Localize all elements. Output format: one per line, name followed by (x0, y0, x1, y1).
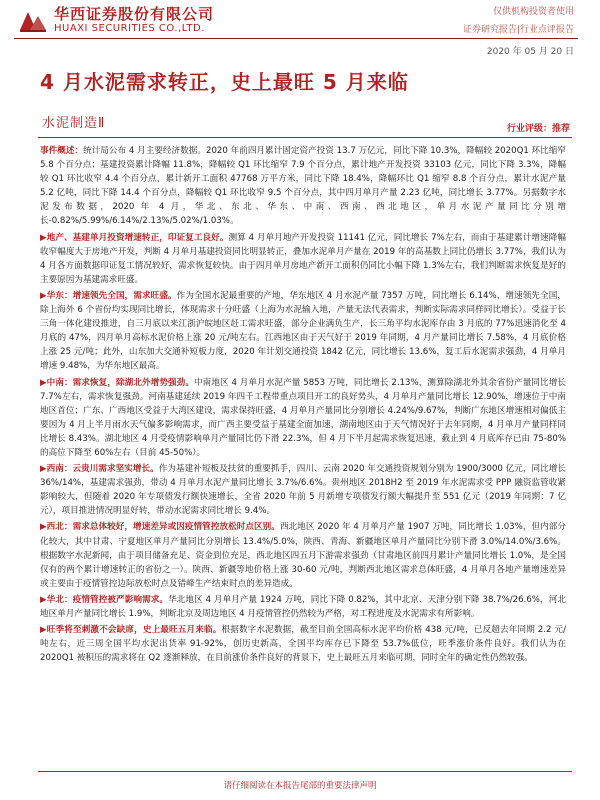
paragraph-lead: ▶西南：云贵川需求坚实增长。 (40, 464, 159, 475)
company-logo (18, 6, 214, 35)
paragraph-text: 统计局公布 4 月主要经济数据。2020 年前四月累计固定资产投资 13.7 万亿元，同比下降 10.3%，降幅较 2020Q1 环比缩窄 5.8 个百分点；基建投资累计降幅 11.8%，降幅较 Q1 环比缩窄 7.9 个百分点，累计地产开发投资 33103 亿元，同比下降 3.3%，降幅较 Q1 环比收窄 4.4 个百分点，累计新开工面积 47768 万平方米，同比下降 18.4%，降幅环比 Q1 缩窄 8.8 个百分点，累计水泥产量 5.2 亿吨，同比下降 14.4 个百分点，降幅较 Q1 环比收窄 9.5 个百分点，其中四月单月产量 2.23 亿吨，同比增长 3.77%。另据数字水泥发布数据，2020 年 4 月，华北、东北、华东、中南、西南、西北地区，单月水泥产量同比分别增长-0.82%/5.99%/6.14%/2.13%/5.02%/1.03%。 (40, 146, 566, 227)
paragraph-investment (40, 231, 566, 287)
industry-name: 水泥制造Ⅱ (42, 116, 106, 131)
report-title: 4 月水泥需求转正，史上最旺 5 月来临 (40, 70, 409, 94)
paragraph-text: 测算 4 月单月地产开发投资 11141 亿元，同比增长 7%左右，而由于基建累计增速降幅收窄幅度大于房地产开发，判断 4 月单月基建投资同比明显转正，叠加水泥单月产量在 2019 年的高基数上同比仍增长 3.77%，我们认为 4 月各方面数据印证复工情况较好，需求恢复较快。由于四月单月房地产新开工面积仍同比小幅下降 1.3%左右，我们判断需求恢复是好的主要原因为基建需求旺盛。 (40, 232, 566, 285)
paragraph-southwest (40, 462, 566, 518)
paragraph-north-china (40, 593, 566, 621)
legal-notice: 请仔细阅读在本报告尾部的重要法律声明 (223, 781, 377, 791)
company-name-cn: 华西证券股份有限公司 (54, 5, 215, 23)
paragraph-east-china (40, 289, 566, 374)
paragraph-text: 根据数字水泥数据，截至目前全国高标水泥平均价格 438 元/吨，已反超去年同期 2.2 元/吨左右，近三周全国平均水泥出货率 91-92%，创历史新高，全国平均库存已下降至 53.7%低位，旺季涨价条件良好。我们认为在 2020Q1 被积压的需求将在 Q2 逐渐释放，在目前涨价条件良好的背景下，史上最旺五月来临可期，同时全年的确定性仍然较强。 (40, 625, 566, 664)
paragraph-text: 作为基建补短板及扶贫的重要抓手，四川、云南 2020 年交通投资规划分别为 1900/3000 亿元，同比增长 36%/14%，基建需求强劲，带动 4 月单月水泥产量同比增长 3.7%/6.6%。贵州地区 2018H2 至 2019 年水泥需求受 PPP 融资监管收紧影响较大，但随着 2020 年专项债发行额快速增长，全省 2020 年前 5 月新增专项债发行额大幅提升至 551 亿元（2019 年同期：7 亿元），项目推进情况明显好转，带动水泥需求同比增长 9.4%。 (40, 464, 566, 517)
paragraph-northwest (40, 520, 566, 590)
paragraph-lead: ▶旺季将至刺激不会缺席，史上最旺五月来临。 (40, 625, 222, 636)
company-name-en: HUAXI SECURITIES CO.,LTD. (54, 23, 205, 34)
paragraph-text: 西北地区 2020 年 4 月单月产量 1907 万吨，同比增长 1.03%，但内部分化较大，其中甘肃、宁夏地区单月产量同比分别增长 13.4%/5.0%，陕西、青海、新疆地区单月产量同比分别下滑 3.0%/14.0%/3.6%。根据数字水泥新闻，由于项目储备充足、资金到位充足，西北地区四五月下游需求强劲（甘肃地区前四月累计产量同比增长 1.0%，是全国仅有的两个累计增速转正的省份之一）。陕西、新疆等地价格上涨 30-60 元/吨，判断西北地区需求总体旺盛，4 月单月各地产量增速差异或主要由于疫情管控边际放松时点及错峰生产结束时点的差异造成。 (40, 522, 566, 589)
paragraph-text: 中南地区 4 月单月水泥产量 5853 万吨，同比增长 2.13%，测算除湖北外其余省份产量同比增长 7.7%左右，需求恢复强劲。河南基建延续 2019 年四千工程带重点项目开工的良好势头，4 月单月产量同比增长 12.90%，增速位于中南地区首位；广东、广西地区受益于大湾区建设，需求保持旺盛，4 月单月产量同比分别增长 4.24%/9.67%，判断广东地区增速相对偏低主要因为 4 月上半月雨水天气偏多影响需求，而广西主要受益于基建全面加速，湖南地区由于天气情况好于去年同期，4 月单月产量同样同比增长 8.43%。湖北地区 4 月受疫情影响单月产量同比仍下滑 22.3%，但 4 月下半月起需求恢复迅速，截止到 4 月底库存已由 75-80%的高位下降至 60%左右（目前 45-50%）。 (40, 377, 566, 458)
paragraph-lead: ▶华东：增速领先全国，需求旺盛。 (40, 290, 177, 301)
header-divider (14, 38, 578, 39)
paragraph-lead: ▶西北：需求总体较好，增速差异或因疫情管控放松时点区别。 (40, 522, 280, 533)
industry-rating: 行业评级：推荐 (506, 124, 570, 134)
huaxi-logo-icon (18, 8, 48, 34)
paragraph-text: 作为全国水泥最重要的产地，华东地区 4 月水泥产量 7357 万吨，同比增长 6.14%，增速领先全国，除上海外 6 个省份均实现同比增长，体现需求十分旺盛（上海为水泥输入地，产量无法代表需求，判断实际需求同样同比增长）。受益于长三角一体化建设推进，自三月底以来江浙沪皖地区赶工需求旺盛，部分企业满负生产，长三角平均水泥库存由 3 月底的 77%迅速消化至 4 月底的 47%，四月单月高标水泥价格上涨 20 元/吨左右。江西地区由于天气好于 2019 年同期，4 月产量同比增长 7.58%，4 月底价格上涨 25 元/吨；此外，山东加大交通补短板力度，2020 年计划交通投资 1842 亿元，同比增长 13.6%，复工后水泥需求强劲，4 月单月增速 9.48%，为华东地区最高。 (40, 290, 566, 372)
paragraph-peak-season (40, 623, 566, 665)
report-date: 2020 年 05 月 20 日 (486, 47, 574, 57)
paragraph-lead: ▶华北：疫情管控被严影响需求。 (40, 594, 169, 605)
paragraph-lead: 事件概述： (40, 146, 84, 156)
footer-divider (38, 771, 572, 772)
report-body (40, 144, 566, 667)
report-type: 证券研究报告|行业点评报告 (462, 25, 574, 35)
title-divider (38, 137, 572, 138)
paragraph-lead: ▶中南：需求恢复，除湖北外增势强劲。 (40, 377, 195, 388)
paragraph-central-south (40, 376, 566, 461)
paragraph-lead: ▶地产、基建单月投资增速转正，印证复工良好。 (40, 232, 229, 243)
paragraph-event-overview (40, 144, 566, 229)
usage-note: 仅供机构投资者使用 (492, 7, 574, 17)
paragraph-text: 华北地区 4 月单月产量 1924 万吨，同比下降 0.82%，其中北京、天津分别下降 38.7%/26.6%，河北地区单月产量同比增长 1.9%，判断北京及周边地区 4 月疫情管控仍然较为严格，对工程进度及水泥需求有所影响。 (40, 594, 566, 619)
